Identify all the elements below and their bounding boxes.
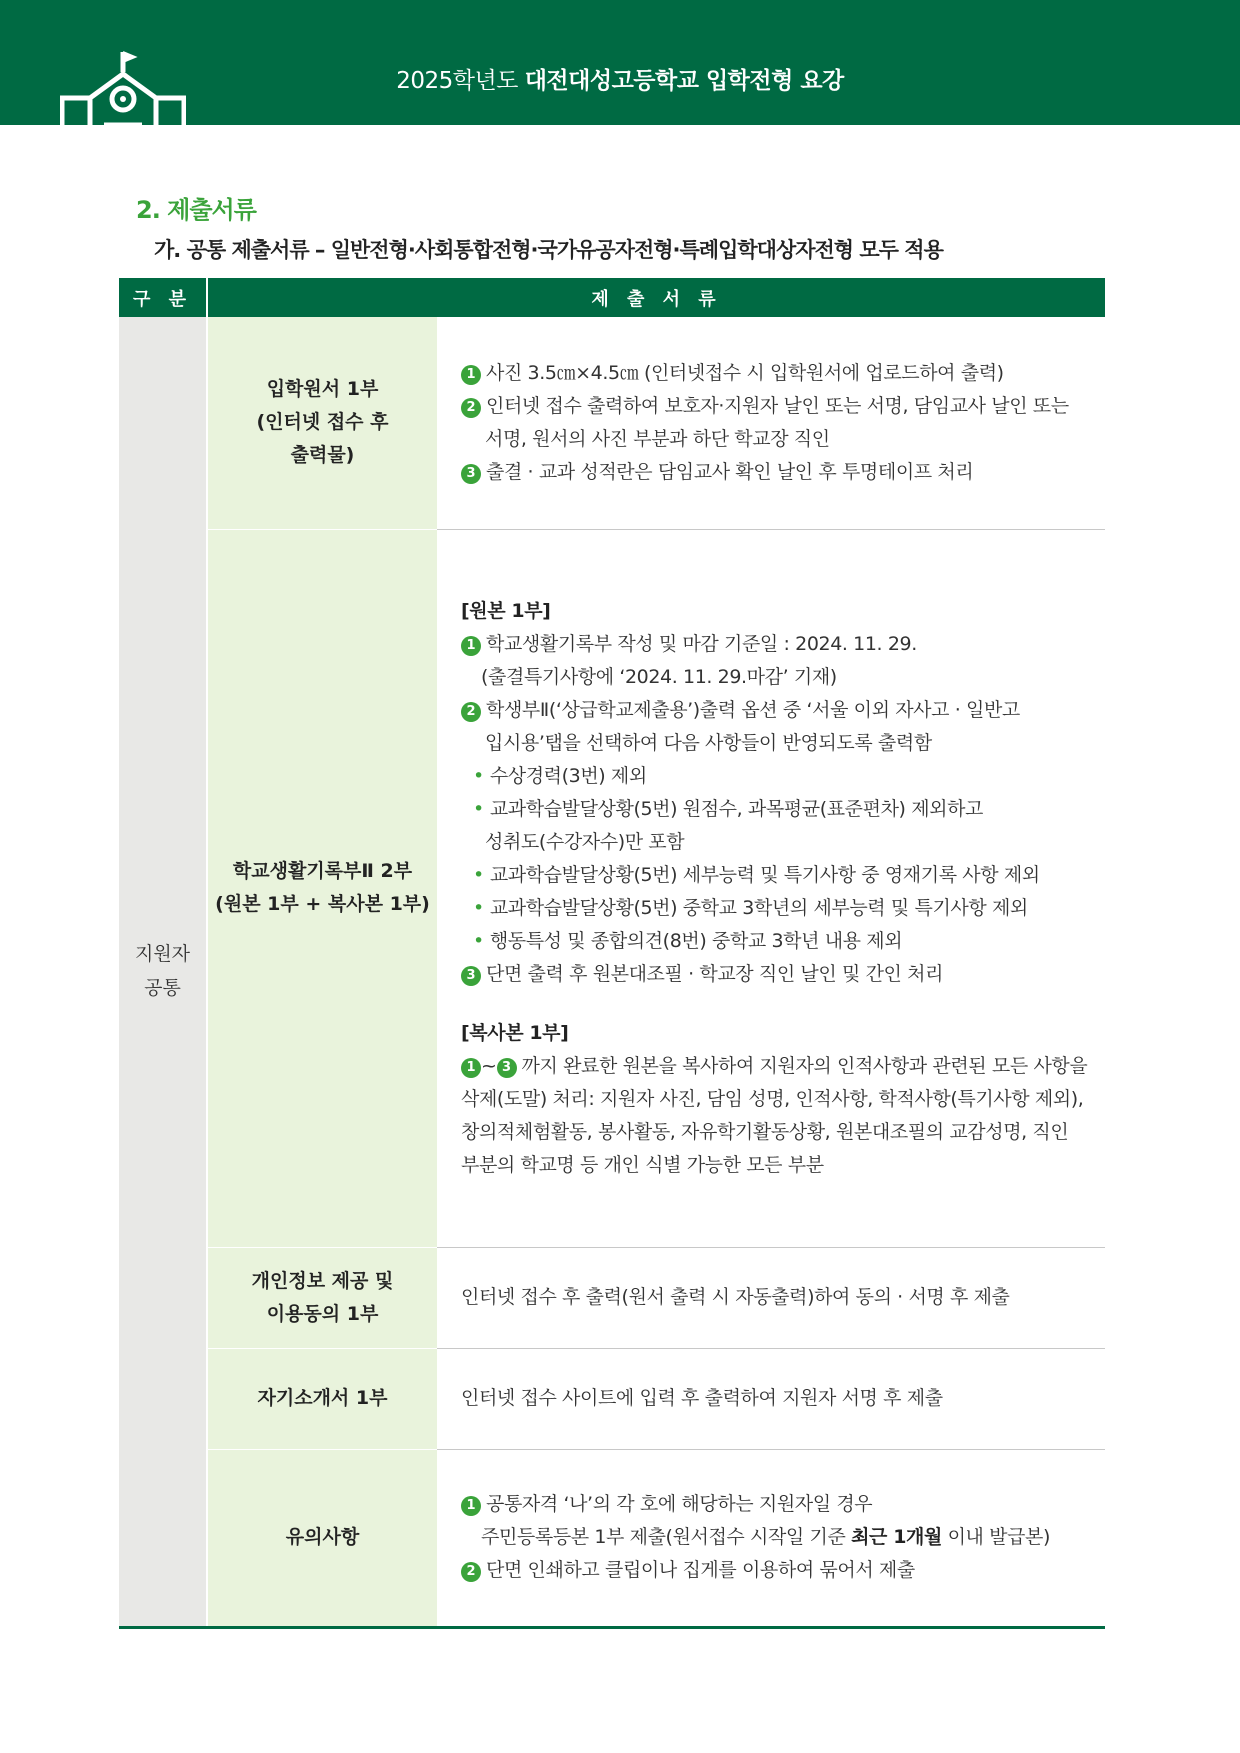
- item-cell: [207, 1449, 437, 1627]
- table-row: [119, 1449, 1105, 1627]
- header-category: 구 분: [119, 278, 207, 317]
- header-documents: 제 출 서 류: [207, 278, 1105, 317]
- bullet-icon: •: [473, 797, 484, 820]
- table-row: [119, 529, 1105, 1247]
- bullet-icon: •: [473, 929, 484, 952]
- desc-text: 학교생활기록부 작성 및 마감 기준일 : 2024. 11. 29.: [486, 632, 917, 655]
- spacer: [461, 991, 1095, 1017]
- desc-line: [461, 1521, 1095, 1554]
- desc-cell: [437, 529, 1105, 1247]
- number-badge: 2: [461, 1562, 481, 1582]
- item-label: 자기소개서 1부: [257, 1387, 388, 1409]
- desc-line: 서명, 원서의 사진 부분과 하단 학교장 직인: [485, 427, 830, 450]
- item-label: 입학원서 1부: [266, 378, 379, 401]
- table-row: [119, 1247, 1105, 1348]
- desc-line: [461, 390, 1095, 423]
- number-badge: 2: [461, 398, 481, 418]
- desc-text: 행동특성 및 종합의견(8번) 중학교 3학년 내용 제외: [489, 929, 903, 952]
- desc-text: 단면 출력 후 원본대조필 · 학교장 직인 날인 및 간인 처리: [486, 962, 944, 985]
- item-label: 학교생활기록부Ⅱ 2부: [232, 860, 413, 882]
- group-label-1: 지원자: [134, 943, 191, 966]
- bullet-icon: •: [473, 863, 484, 886]
- desc-text: 인터넷 접수 출력하여 보호자·지원자 날인 또는 서명, 담임교사 날인 또는: [486, 394, 1069, 417]
- desc-text: 사진 3.5㎝×4.5㎝ (인터넷접수 시 입학원서에 업로드하여 출력): [486, 361, 1004, 384]
- desc-cell: [437, 317, 1105, 529]
- original-subtitle: [원본 1부]: [461, 599, 551, 622]
- desc-text: 교과학습발달상황(5번) 원점수, 과목평균(표준편차) 제외하고: [489, 797, 984, 820]
- group-label-2: 공통: [144, 977, 181, 1000]
- bullet-line: [461, 892, 1095, 925]
- desc-line: [461, 628, 1095, 661]
- desc-text: 이내 발급본): [941, 1526, 1050, 1548]
- desc-line: 인터넷 접수 사이트에 입력 후 출력하여 지원자 서명 후 제출: [461, 1387, 943, 1409]
- item-cell: [207, 317, 437, 529]
- desc-line: 입시용’탭을 선택하여 다음 사항들이 반영되도록 출력함: [485, 731, 932, 754]
- item-label: 출력물): [290, 444, 355, 467]
- bullet-line: [461, 760, 1095, 793]
- desc-line: 부분의 학교명 등 개인 식별 가능한 모든 부분: [461, 1153, 824, 1176]
- bullet-line: [461, 925, 1095, 958]
- desc-text: 교과학습발달상황(5번) 세부능력 및 특기사항 중 영재기록 사항 제외: [489, 863, 1040, 886]
- number-badge: 3: [497, 1058, 517, 1078]
- section-title: 2. 제출서류: [136, 196, 256, 224]
- desc-line: 성취도(수강자수)만 포함: [485, 830, 685, 853]
- tilde-text: ~: [481, 1054, 497, 1077]
- desc-line: 인터넷 접수 후 출력(원서 출력 시 자동출력)하여 동의 · 서명 후 제출: [461, 1286, 1010, 1308]
- number-badge: 1: [461, 1496, 481, 1516]
- number-badge: 2: [461, 702, 481, 722]
- bullet-icon: •: [473, 896, 484, 919]
- table-row: [119, 1348, 1105, 1449]
- item-cell: [207, 1247, 437, 1348]
- title-year: 2025학년도: [396, 68, 518, 94]
- group-cell: [119, 317, 207, 1627]
- desc-text: 까지 완료한 원본을 복사하여 지원자의 인적사항과 관련된 모든 사항을: [521, 1054, 1088, 1077]
- item-label: (원본 1부 + 복사본 1부): [215, 893, 430, 915]
- desc-line: [461, 357, 1095, 390]
- desc-line: 삭제(도말) 처리: 지원자 사진, 담임 성명, 인적사항, 학적사항(특기사항 제외),: [461, 1087, 1084, 1110]
- desc-line: 창의적체험활동, 봉사활동, 자유학기활동상황, 원본대조필의 교감성명, 직인: [461, 1120, 1069, 1143]
- table-header-row: [119, 278, 1105, 317]
- section-subtitle: 가. 공통 제출서류 – 일반전형·사회통합전형·국가유공자전형·특례입학대상자전형 모두 적용: [154, 238, 943, 262]
- desc-text: 출결 · 교과 성적란은 담임교사 확인 날인 후 투명테이프 처리: [486, 460, 974, 483]
- bullet-line: [461, 859, 1095, 892]
- item-cell: [207, 529, 437, 1247]
- desc-cell: [437, 1247, 1105, 1348]
- desc-line: [461, 1050, 1095, 1083]
- desc-text: 수상경력(3번) 제외: [489, 764, 647, 787]
- item-label: 이용동의 1부: [266, 1302, 379, 1325]
- desc-line: [461, 1554, 1095, 1587]
- number-badge: 3: [461, 464, 481, 484]
- item-label: (인터넷 접수 후: [256, 411, 389, 434]
- desc-text: 학생부Ⅱ(‘상급학교제출용’)출력 옵션 중 ‘서울 이외 자사고 · 일반고: [486, 698, 1020, 721]
- page-header: [0, 0, 1240, 125]
- desc-cell: [437, 1348, 1105, 1449]
- number-badge: 3: [461, 966, 481, 986]
- item-label: 유의사항: [285, 1526, 360, 1548]
- item-cell: [207, 1348, 437, 1449]
- desc-line: [461, 1488, 1095, 1521]
- desc-cell: [437, 1449, 1105, 1627]
- title-main: 대전대성고등학교 입학전형 요강: [524, 68, 844, 94]
- desc-text: 단면 인쇄하고 클립이나 집게를 이용하여 묶어서 제출: [486, 1559, 915, 1581]
- number-badge: 1: [461, 365, 481, 385]
- desc-text: 교과학습발달상황(5번) 중학교 3학년의 세부능력 및 특기사항 제외: [489, 896, 1028, 919]
- desc-line: (출결특기사항에 ‘2024. 11. 29.마감’ 기재): [481, 665, 837, 688]
- desc-line: [461, 694, 1095, 727]
- document-title: [0, 62, 1240, 95]
- copy-subtitle: [복사본 1부]: [461, 1021, 569, 1044]
- item-label: 개인정보 제공 및: [251, 1269, 394, 1292]
- desc-text: 주민등록등본 1부 제출(원서접수 시작일 기준: [481, 1526, 852, 1548]
- desc-line: [461, 456, 1095, 489]
- number-badge: 1: [461, 1058, 481, 1078]
- bullet-icon: •: [473, 764, 484, 787]
- documents-table: [119, 278, 1105, 1629]
- desc-text: 공통자격 ‘나’의 각 호에 해당하는 지원자일 경우: [486, 1493, 873, 1515]
- bullet-line: [461, 793, 1095, 826]
- desc-line: [461, 958, 1095, 991]
- emphasis-text: 최근 1개월: [851, 1526, 942, 1548]
- table-row: [119, 317, 1105, 529]
- number-badge: 1: [461, 636, 481, 656]
